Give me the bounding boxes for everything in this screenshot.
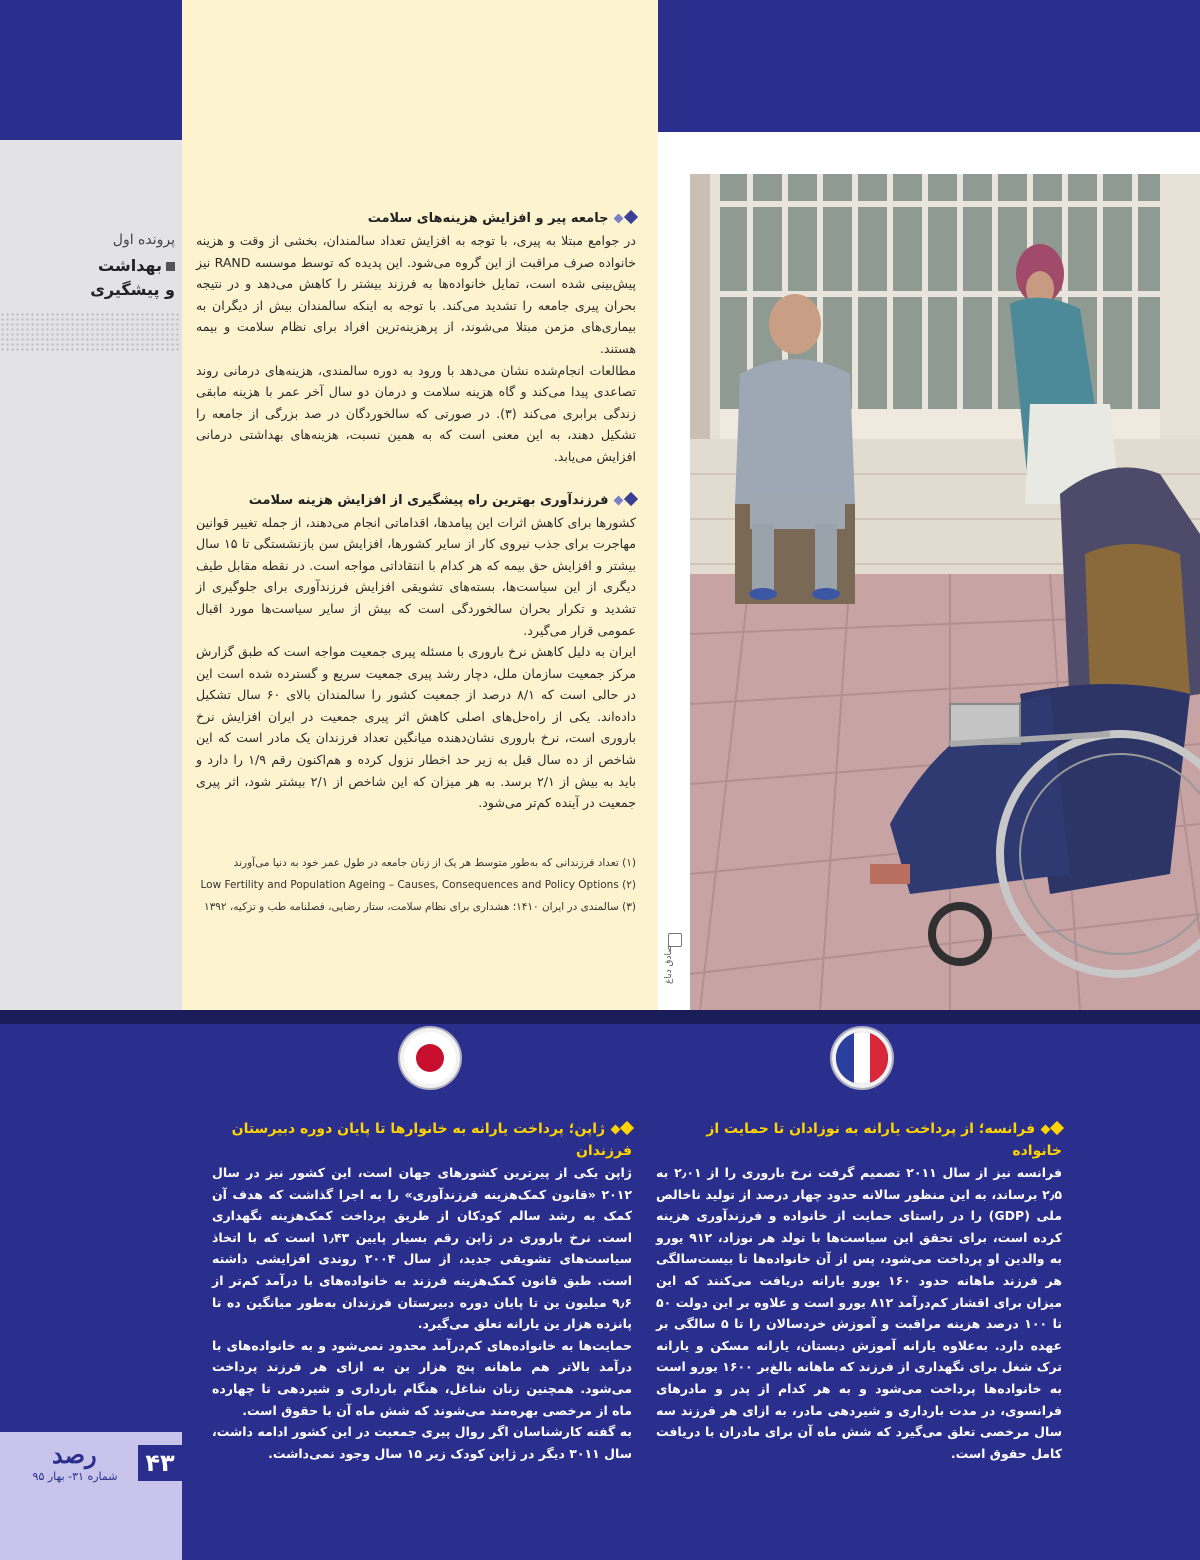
diamond-icon [624, 210, 638, 224]
paragraph: حمایت‌ها به خانواده‌های کم‌درآمد محدود نمی‌شود و به خانواده‌های با درآمد بالاتر هم ماهانه پنج هزار ین به ازای هر فرزند پرداخت می‌شود. همچنین زنان شاغل، هنگام بارداری و شیردهی تا چهارده ماه از مرخصی بهره‌مند می‌شوند که شش ماه آن با حقوق است. [212, 1337, 632, 1418]
footnote: (۳) سالمندی در ایران ۱۴۱۰؛ هشداری برای نظام سلامت، ستار رضایی، فصلنامه طب و تزکیه، ۱۳۹۲ [204, 901, 636, 913]
section-header [5, 232, 175, 302]
footnotes [196, 852, 636, 918]
heading-aging-costs [196, 208, 636, 230]
diamond-icon [624, 491, 638, 505]
france-column [656, 1118, 1062, 1464]
paragraph: مطالعات انجام‌شده نشان می‌دهد با ورود به دوره سالمندی، هزینه‌های درمانی روند تصاعدی پیدا می‌کند و گاه هزینه سلامت و درمان دو سال آخر عمر با هزینه مابقی زندگی برابری می‌کند (۳). در صورتی که سالخوردگان در صد بزرگی از جامعه را تشکیل دهند، به این معنی است که به همین نسبت، هزینه‌های بهداشتی درمانی افزایش می‌یابد. [196, 362, 636, 464]
photo-credit: صادق دباغ [664, 945, 674, 985]
section-label-line1: بهداشت [98, 256, 162, 275]
magazine-logo: رصد [52, 1440, 97, 1469]
paragraph: ایران به دلیل کاهش نرخ باروری با مسئله پیری جمعیت مواجه است که طبق گزارش مرکز جمعیت سازمان ملل، دچار رشد پیری جمعیت سریع و گسترده شده است این در حالی است که ۸/۱ درصد از جمعیت کشور را سالمندان بالای ۶۰ سال تشکیل داده‌اند. یکی از راه‌حل‌های اصلی کاهش اثر پیری جمعیت در ایران افزایش نرخ باروری است، نرخ باروری نشان‌دهنده میانگین تعداد فرزندان یک مادر است که این شاخص از ده سال قبل به زیر حد اخطار نزول کرده و هم‌اکنون رقم ۱/۹ را دارد و باید به بیش از ۲/۱ برسد. به هر میزان که این شاخص از ۲/۱ بیشتر شود، اثر پیری جمعیت در آینده کم‌تر می‌شود. [196, 644, 637, 811]
square-bullet-icon [166, 262, 175, 271]
divider-bar [0, 1010, 1200, 1024]
japan-heading [212, 1118, 632, 1162]
diamond-small-icon [614, 495, 624, 505]
footnote: (۱) تعداد فرزندانی که به‌طور متوسط هر یک از زنان جامعه در طول عمر خود به دنیا می‌آورند [233, 857, 636, 869]
top-left-band [0, 0, 182, 140]
paragraph: به گفته کارشناسان اگر روال پیری جمعیت در این کشور ادامه داشت، سال ۳۰۱۱ دیگر در ژاپن کودک زیر ۱۵ سال وجود نمی‌داشت. [212, 1424, 632, 1461]
issue-label: شماره ۳۱- بهار ۹۵ [32, 1470, 118, 1483]
paragraph: ژاپن یکی از پیرترین کشورهای جهان است، این کشور نیز در سال ۲۰۱۲ «قانون کمک‌هزینه فرزندآوری» را به اجرا گذاشت که هدف آن کمک به رشد سالم کودکان از طریق پرداخت کمک‌هزینه نگهداری است. نرخ باروری در ژاپن رقم بسیار پایین ۱٫۴۳ است که با اتخاذ سیاست‌های تشویقی جدید، از سال ۲۰۰۴ روندی افزایشی داشته است. طبق قانون کمک‌هزینه فرزند به خانواده‌های با درآمد کم‌تر از ۹٫۶ میلیون ین تا پایان دوره دبیرستان فرزندان به‌طور میانگین ده تا پانزده هزار ین یارانه تعلق می‌گیرد. [212, 1165, 632, 1332]
heading-childbearing [196, 490, 636, 512]
heading-text: فرانسه؛ از پرداخت یارانه به نوزادان تا حمایت از خانواده [706, 1121, 1062, 1159]
page-number: ۴۳ [138, 1445, 182, 1481]
france-text: فرانسه نیز از سال ۲۰۱۱ تصمیم گرفت نرخ باروری را از ۲٫۰۱ به ۲٫۵ برساند، به این منظور سالانه حدود چهار درصد از تولید ناخالص ملی (GDP) را در راستای حمایت از خانواده و فرزندآوری هزینه کرده است، برای تحقق این سیاست‌ها با تولد هر نوزاد، ۹۱۲ یورو به والدین او پرداخت می‌شود، پس از آن خانواده‌ها تا بیست‌سالگی هر فرزند ماهانه حدود ۱۶۰ یورو یارانه دریافت می‌کنند که این میزان برای اقشار کم‌درآمد ۸۱۲ یورو است و علاوه بر این دولت ۵۰ تا ۱۰۰ درصد هزینه مراقبت و آموزش خردسالان را تا ۵ سالگی بر عهده دارد. به‌علاوه یارانه آموزش دبستان، یارانه مسکن و یارانه ترک شغل برای نگهداری از فرزند که ماهانه بالغ‌بر ۱۶۰۰ یورو است به خانواده‌ها پرداخت می‌شود و به هر کدام از پدر و مادرهای فرانسوی، در مدت بارداری و شیردهی مادر، به ازای هر فرزند سه سال مرخصی تعلق می‌گیرد که شش ماه آن برای مادران با دریافت کامل حقوق است. [656, 1165, 1062, 1461]
japan-column [212, 1118, 632, 1464]
paragraph: در جوامع مبتلا به پیری، با توجه به افزایش تعداد سالمندان، بخشی از وقت و هزینه خانواده صرف مراقبت از این گروه می‌شود. این پدیده که توسط موسسه RAND نیز پیش‌بینی شده است، تمایل خانواده‌ها به فرزند بیشتر را کاهش می‌دهد و در نتیجه بحران پیری جامعه را تشدید می‌کند. با توجه به اینکه سالمندان بیش از دیگران به بیماری‌های مزمن مبتلا می‌شوند، از پرهزینه‌ترین افراد برای نظام سلامت و بیمه هستند. [196, 233, 636, 356]
footnote: (۲) Low Fertility and Population Ageing – Causes, Consequences and Policy Options [200, 879, 636, 891]
heading-text: جامعه پیر و افزایش هزینه‌های سلامت [367, 211, 609, 226]
diamond-icon [620, 1121, 634, 1135]
diamond-icon [1050, 1121, 1064, 1135]
heading-text: ژاپن؛ پرداخت یارانه به خانوارها تا پایان دوره دبیرستان فرزندان [231, 1121, 632, 1159]
diamond-small-icon [1041, 1125, 1051, 1135]
japan-flag-icon [400, 1028, 460, 1088]
folder-label: پرونده اول [112, 232, 175, 248]
france-flag-icon [832, 1028, 892, 1088]
article-column [196, 208, 636, 814]
section-label [5, 254, 175, 278]
diamond-small-icon [614, 214, 624, 224]
paragraph: کشورها برای کاهش اثرات این پیامدها، اقداماتی انجام می‌دهند، از جمله تغییر قوانین مهاجرت برای جذب نیروی کار از سایر کشورها، افزایش سن بازنشستگی تا ۱۵ سال بیشتر و افزایش حق بیمه که هر کدام با انتقاداتی مواجه است. در نقطه مقابل طیف دیگری از این سیاست‌ها، بسته‌های تشویقی افزایش فرزندآوری برای جلوگیری از تشدید و تکرار بحران سالخوردگی است که بیش از سایر سیاست‌ها مورد اقبال عمومی قرار می‌گیرد. [196, 514, 636, 638]
france-heading [656, 1118, 1062, 1162]
heading-text: فرزندآوری بهترین راه پیشگیری از افزایش هزینه سلامت [248, 492, 609, 508]
elderly-photo [690, 174, 1200, 1010]
section-label-line2: و پیشگیری [90, 280, 175, 299]
dot-pattern [0, 312, 180, 352]
top-right-band [658, 0, 1200, 132]
diamond-small-icon [611, 1125, 621, 1135]
